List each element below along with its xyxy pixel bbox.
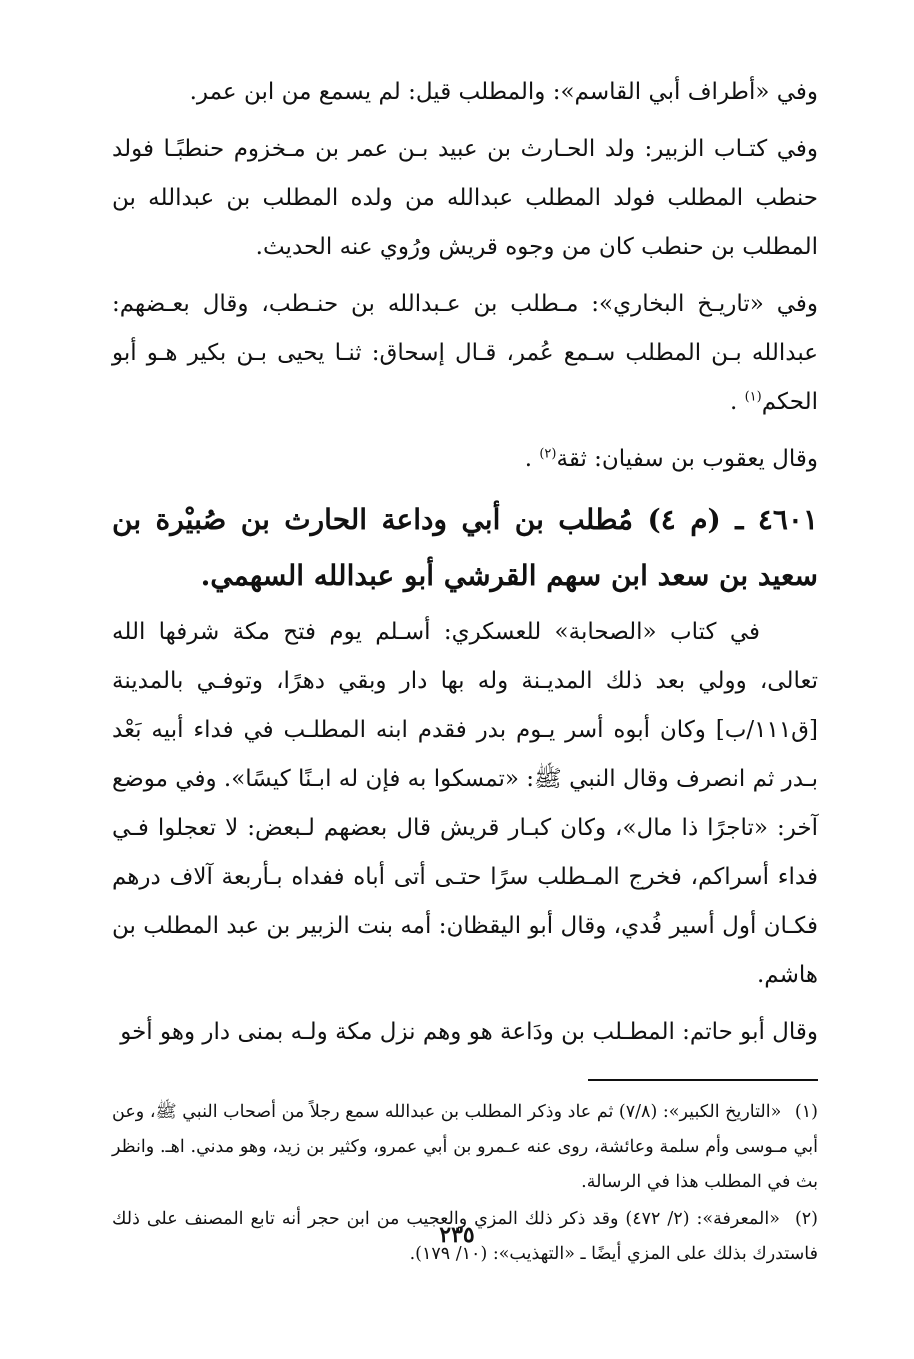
- paragraph-text: وقال أبو حاتم: المطـلب بن ودَاعة هو وهم نزل مكة ولـه بمنى دار وهو أخو: [120, 1019, 818, 1045]
- footnote-divider: [588, 1079, 818, 1081]
- footnote-text: «المعرفة»: (٢/ ٤٧٢) وقد ذكر ذلك المزي والعجيب من ابن حجر أنه تابع المصنف على ذلك فاستدرك بذلك على المزي أيضًا ـ «التهذيب»: (١٠/ ١٧٩).: [112, 1209, 818, 1264]
- footnote-number: (١): [794, 1102, 818, 1122]
- footnote-ref-1[interactable]: (١): [744, 389, 762, 405]
- paragraph-text: وفي «تاريـخ البخاري»: مـطلب بن عـبدالله بن حنـطب، وقال بعـضهم: عبدالله بـن المطلب سـمع عُمر، قـال إسحاق: ثنـا يحيى بـن بكير هـو أبو الحكم: [112, 291, 818, 415]
- footnote-number: (٢): [794, 1209, 818, 1229]
- entry-heading: ٤٦٠١ ـ (م ٤) مُطلب بن أبي وداعة الحارث بن صُبيْرة بن سعيد بن سعد ابن سهم القرشي أبو عبدالله السهمي.: [112, 503, 818, 592]
- paragraph-text: وفي «أطراف أبي القاسم»: والمطلب قيل: لم يسمع من ابن عمر.: [189, 79, 818, 105]
- paragraph-bukhari: [112, 280, 818, 427]
- footnote-1: [112, 1095, 818, 1200]
- footnote-ref-2[interactable]: (٢): [539, 446, 557, 462]
- paragraph-text: وفي كتـاب الزبير: ولد الحـارث بن عبيد بـن عمر بن مـخزوم حنطبًـا فولد حنطب المطلب فولد المطلب عبدالله من ولده المطلب بن عبدالله بن المطلب بن حنطب كان من وجوه قريش ورُوي عنه الحديث.: [112, 136, 818, 260]
- sentence-end: .: [729, 389, 738, 415]
- paragraph-abu-hatim: [112, 1008, 818, 1057]
- page-number: ٢٣٥: [439, 1222, 475, 1248]
- paragraph-askari: [112, 608, 818, 1000]
- paragraph-text: وقال يعقوب بن سفيان: ثقة: [556, 446, 818, 472]
- paragraph-yaqub: [112, 435, 818, 484]
- paragraph-atraf: [112, 68, 818, 117]
- paragraph-text: في كتاب «الصحابة» للعسكري: أسـلم يوم فتح مكة شرفها الله تعالى، وولي بعد ذلك المديـنة وله بها دار وبقي دهرًا، وتوفـي بالمدينة [ق١١١/ب] وكان أبوه أسر يـوم بدر فقدم ابنه المطلـب في فداء أبيه بَعْد بـدر ثم انصرف وقال النبي ﷺ: «تمسكوا به فإن له ابـنًا كيسًا». وفي موضع آخر: «تاجرًا ذا مال»، وكان كبـار قريش قال بعضهم لـبعض: لا تعجلوا فـي فداء أسراكم، فخرج المـطلب سرًا حتـى أتى أباه ففداه بـأربعة آلاف درهم فكـان أول أسير فُدي، وقال أبو اليقظان: أمه بنت الزبير بن عبد المطلب بن هاشم.: [112, 619, 818, 988]
- sentence-end: .: [524, 446, 533, 472]
- footnote-text: «التاريخ الكبير»: (٧/٨) ثم عاد وذكر المطلب بن عبدالله سمع رجلاً من أصحاب النبي ﷺ، وعن أبي مـوسى وأم سلمة وعائشة، روى عنه عـمرو بن أبي عمرو، وكثير بن زيد، وهو مدني. اهـ. وانظر بث في المطلب هذا في الرسالة.: [112, 1102, 818, 1192]
- paragraph-zubayr: [112, 125, 818, 272]
